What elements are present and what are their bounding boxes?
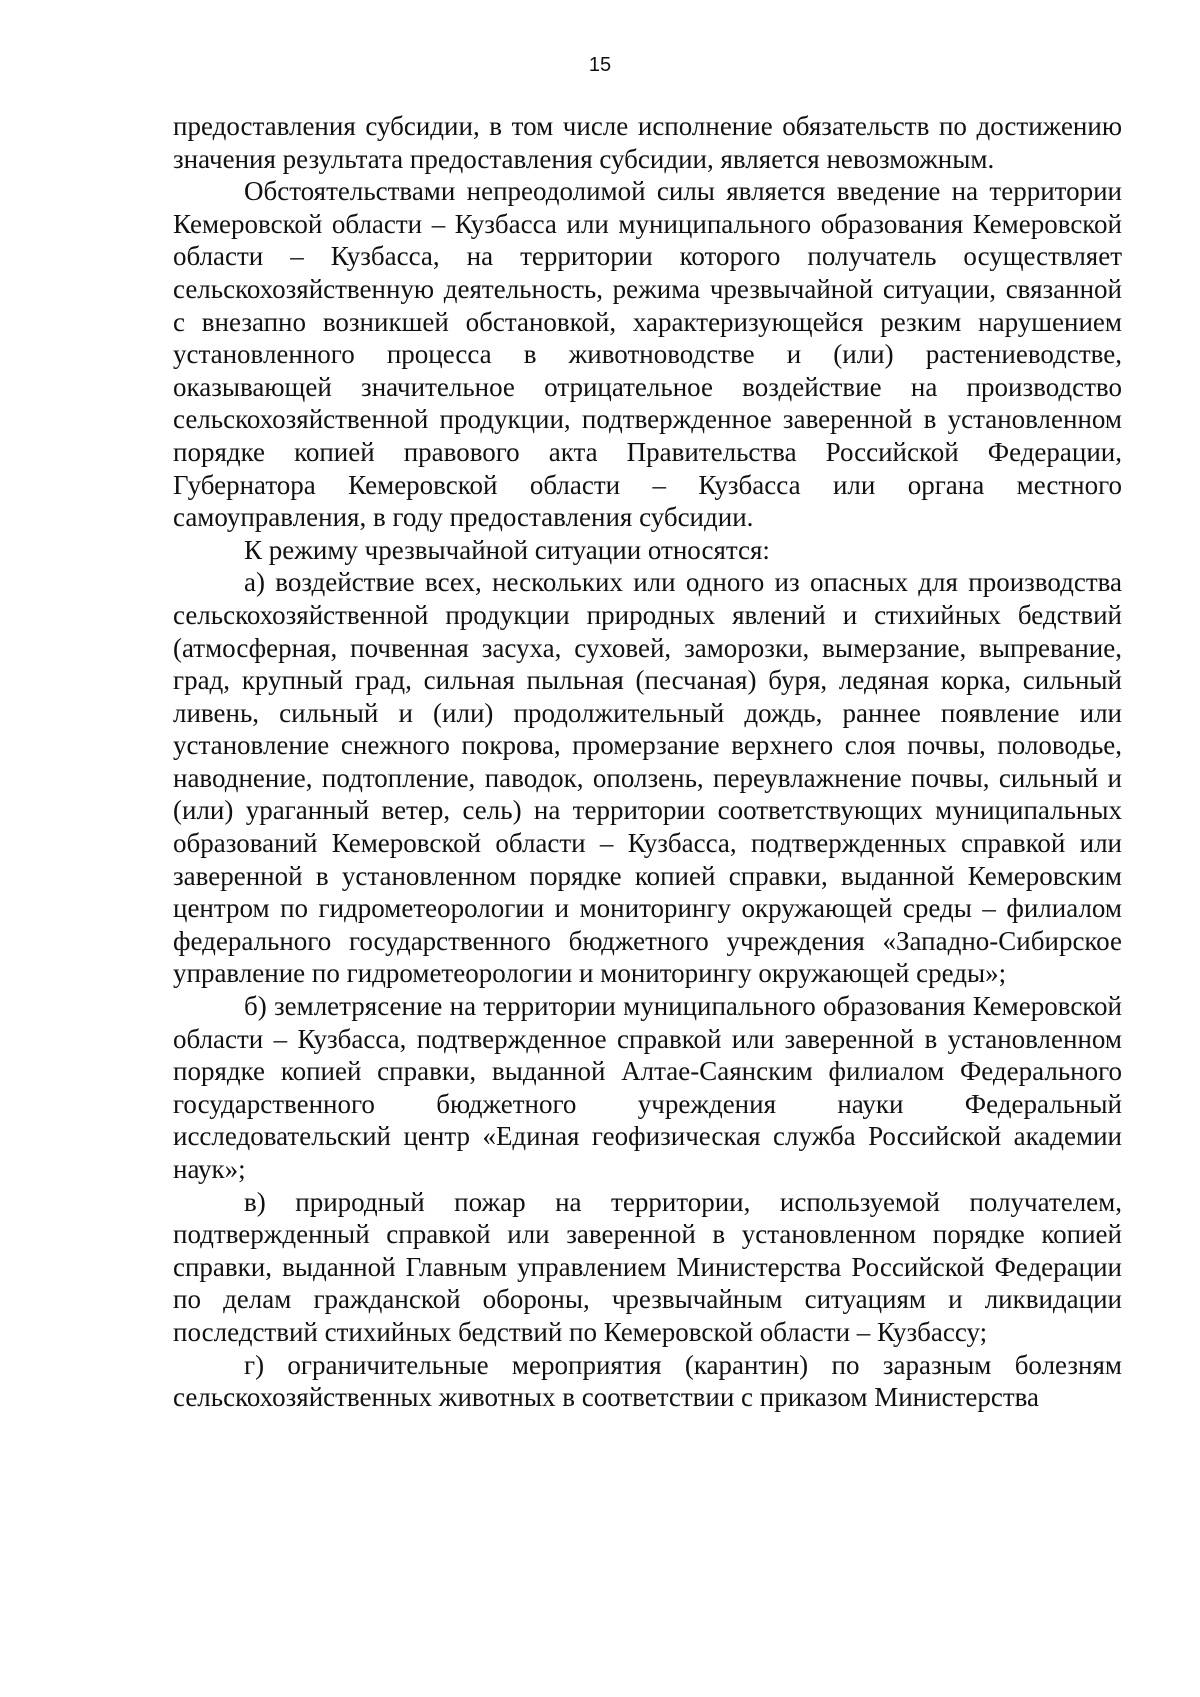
page-number: 15 (588, 54, 612, 76)
paragraph-force-majeure: Обстоятельствами непреодолимой силы является введение на территории Кемеровской области – Кузбасса или муниципального образования Кемеровской области – Кузбасса, на территории которого получатель осуществляет сельскохозяйственную деятельность, режима чрезвычайной ситуации, связанной с внезапно возникшей обстановкой, характеризующейся резким нарушением установленного процесса в животноводстве и (или) растениеводстве, оказывающей значительное отрицательное воздействие на производство сельскохозяйственной продукции, подтвержденное заверенной в установленном порядке копией правового акта Правительства Российской Федерации, Губернатора Кемеровской области – Кузбасса или органа местного самоуправления, в году предоставления субсидии. (173, 176, 1122, 533)
list-item-v: в) природный пожар на территории, используемой получателем, подтвержденный справкой или заверенной в установленном порядке копией справки, выданной Главным управлением Министерства Российской Федерации по делам гражданской обороны, чрезвычайным ситуациям и ликвидации последствий стихийных бедствий по Кемеровской области – Кузбассу; (173, 1186, 1122, 1347)
paragraph-emergency-intro: К режиму чрезвычайной ситуации относятся: (244, 534, 770, 565)
list-item-b: б) землетрясение на территории муниципального образования Кемеровской области – Кузбасса, подтвержденное справкой или заверенной в установленном порядке копией справки, выданной Алтае-Саянским филиалом Федерального государственного бюджетного учреждения науки Федеральный исследовательский центр «Единая геофизическая служба Российской академии наук»; (173, 991, 1122, 1184)
list-item-a: а) воздействие всех, нескольких или одного из опасных для производства сельскохозяйственной продукции природных явлений и стихийных бедствий (атмосферная, почвенная засуха, суховей, заморозки, вымерзание, выпревание, град, крупный град, сильная пыльная (песчаная) буря, ледяная корка, сильный ливень, сильный и (или) продолжительный дождь, раннее появление или установление снежного покрова, промерзание верхнего слоя почвы, половодье, наводнение, подтопление, паводок, оползень, переувлажнение почвы, сильный и (или) ураганный ветер, сель) на территории соответствующих муниципальных образований Кемеровской области – Кузбасса, подтвержденных справкой или заверенной в установленном порядке копией справки, выданной Кемеровским центром по гидрометеорологии и мониторингу окружающей среды – филиалом федерального государственного бюджетного учреждения «Западно-Сибирское управление по гидрометеорологии и мониторингу окружающей среды»; (173, 567, 1122, 989)
list-item-g: г) ограничительные мероприятия (карантин) по заразным болезням сельскохозяйственных животных в соответствии с приказом Министерства (173, 1349, 1122, 1413)
document-body (173, 110, 1122, 1414)
paragraph-continuation: предоставления субсидии, в том числе исполнение обязательств по достижению значения результата предоставления субсидии, является невозможным. (173, 111, 1122, 174)
